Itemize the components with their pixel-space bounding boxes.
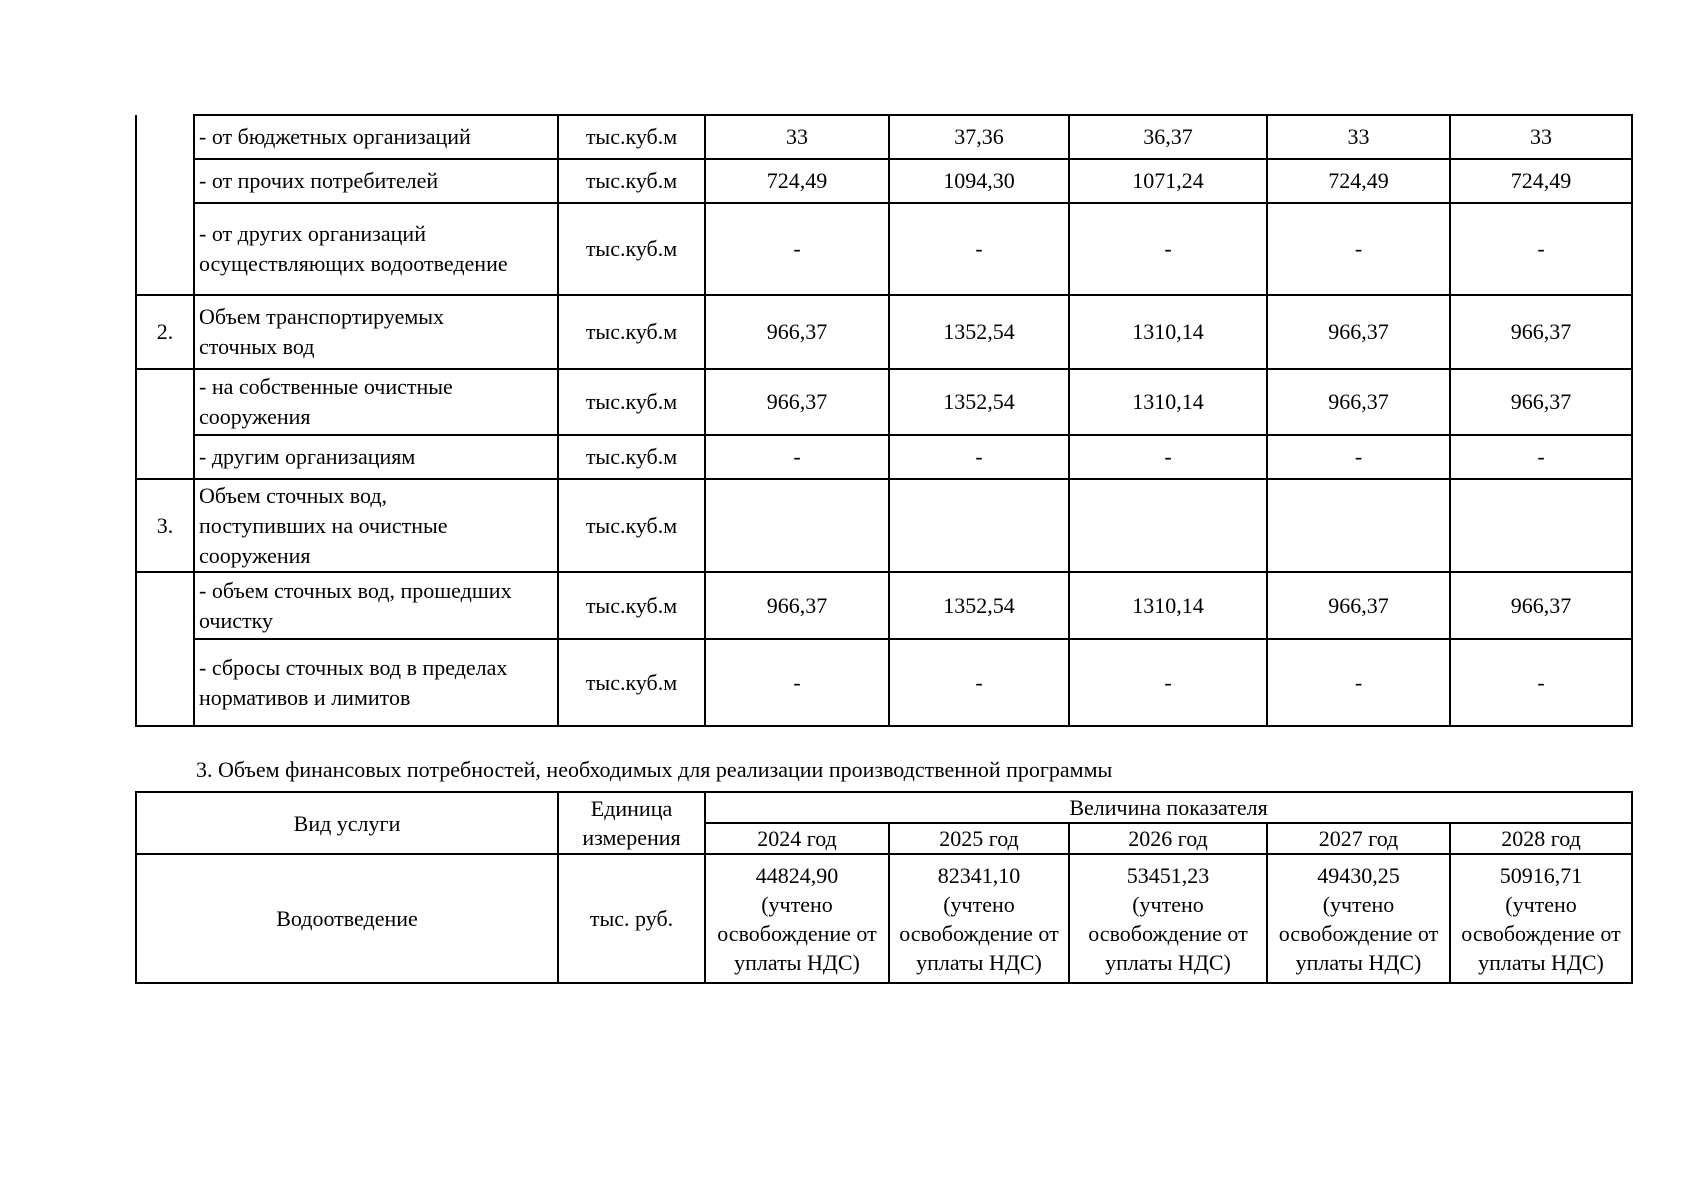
value-2028: 966,37 xyxy=(1450,572,1632,639)
table-row xyxy=(136,479,1632,572)
row-indicator xyxy=(194,572,558,639)
row-number xyxy=(136,369,194,435)
value-2027: 966,37 xyxy=(1267,295,1450,369)
finance-2027 xyxy=(1267,854,1450,983)
value-2024: 724,49 xyxy=(705,159,889,203)
value-2027: 966,37 xyxy=(1267,369,1450,435)
row-indicator xyxy=(194,369,558,435)
header-year-2026: 2026 год xyxy=(1069,823,1267,854)
row-number xyxy=(136,115,194,159)
indicator-line: сточных вод xyxy=(199,334,315,359)
value-2028: 966,37 xyxy=(1450,369,1632,435)
row-unit: тыс. руб. xyxy=(558,854,705,983)
value-2026: 1310,14 xyxy=(1069,295,1267,369)
value-2025: - xyxy=(889,639,1069,726)
row-unit: тыс.куб.м xyxy=(558,295,705,369)
value-2025: 1352,54 xyxy=(889,572,1069,639)
value-2025: 1352,54 xyxy=(889,369,1069,435)
row-service: Водоотведение xyxy=(136,854,558,983)
row-number xyxy=(136,159,194,203)
value-2026: 36,37 xyxy=(1069,115,1267,159)
value-2025 xyxy=(889,479,1069,572)
row-number xyxy=(136,203,194,295)
finance-note-line: (учтено xyxy=(1505,891,1577,917)
finance-note-line: (учтено xyxy=(943,891,1015,917)
row-indicator xyxy=(194,203,558,295)
finance-note-line: уплаты НДС) xyxy=(1105,949,1231,975)
indicator-line: - сбросы сточных вод в пределах xyxy=(199,654,508,680)
row-unit: тыс.куб.м xyxy=(558,369,705,435)
header-year-2024: 2024 год xyxy=(705,823,889,854)
row-indicator xyxy=(194,639,558,726)
value-2028: - xyxy=(1450,203,1632,295)
table-row xyxy=(136,435,1632,479)
finance-2025 xyxy=(889,854,1069,983)
row-unit: тыс.куб.м xyxy=(558,115,705,159)
value-2027: 33 xyxy=(1267,115,1450,159)
row-indicator xyxy=(194,479,558,572)
value-2024: - xyxy=(705,435,889,479)
value-2025: 1352,54 xyxy=(889,295,1069,369)
value-2026: - xyxy=(1069,639,1267,726)
value-2026: 1310,14 xyxy=(1069,369,1267,435)
value-2026: 1310,14 xyxy=(1069,572,1267,639)
indicator-line: очистку xyxy=(199,607,274,633)
finance-2028 xyxy=(1450,854,1632,983)
production-program-table xyxy=(135,114,1633,727)
value-2025: - xyxy=(889,203,1069,295)
finance-note-line: освобождение от xyxy=(899,920,1059,946)
header-service: Вид услуги xyxy=(136,792,558,854)
table-row xyxy=(136,295,1632,369)
table-header-row xyxy=(136,792,1632,823)
table-row xyxy=(136,854,1632,983)
value-2028: 966,37 xyxy=(1450,295,1632,369)
indicator-line: Объем сточных вод, xyxy=(199,482,388,508)
section-title: 3. Объем финансовых потребностей, необходимых для реализации производственной программы xyxy=(196,757,1113,782)
finance-note-line: освобождение от xyxy=(717,920,877,946)
finance-value: 82341,10 xyxy=(937,862,1021,888)
finance-note-line: (учтено xyxy=(1132,891,1204,917)
header-year-2027: 2027 год xyxy=(1267,823,1450,854)
value-2024: 966,37 xyxy=(705,572,889,639)
table-row xyxy=(136,369,1632,435)
header-value-group: Величина показателя xyxy=(705,792,1632,823)
finance-value: 50916,71 xyxy=(1499,862,1583,888)
row-indicator: - от бюджетных организаций xyxy=(194,115,558,159)
header-unit xyxy=(558,792,705,854)
value-2028: 33 xyxy=(1450,115,1632,159)
value-2025: 1094,30 xyxy=(889,159,1069,203)
row-number xyxy=(136,572,194,639)
table-row xyxy=(136,115,1632,159)
row-unit: тыс.куб.м xyxy=(558,159,705,203)
indicator-line: - на собственные очистные xyxy=(199,374,453,399)
finance-note-line: освобождение от xyxy=(1461,920,1621,946)
value-2024: 966,37 xyxy=(705,369,889,435)
row-indicator xyxy=(194,295,558,369)
table-row xyxy=(136,159,1632,203)
value-2028: - xyxy=(1450,435,1632,479)
value-2026: - xyxy=(1069,435,1267,479)
finance-note-line: (учтено xyxy=(761,891,833,917)
indicator-line: сооружения xyxy=(199,542,311,568)
finance-note-line: уплаты НДС) xyxy=(916,949,1042,975)
value-2027: 966,37 xyxy=(1267,572,1450,639)
row-unit: тыс.куб.м xyxy=(558,572,705,639)
value-2024: 966,37 xyxy=(705,295,889,369)
row-unit: тыс.куб.м xyxy=(558,435,705,479)
indicator-line: нормативов и лимитов xyxy=(199,684,411,710)
value-2028: - xyxy=(1450,639,1632,726)
finance-value: 44824,90 xyxy=(755,862,839,888)
row-indicator: - от прочих потребителей xyxy=(194,159,558,203)
value-2027: - xyxy=(1267,435,1450,479)
value-2028 xyxy=(1450,479,1632,572)
indicator-line: поступивших на очистные xyxy=(199,512,448,538)
value-2028: 724,49 xyxy=(1450,159,1632,203)
finance-2026 xyxy=(1069,854,1267,983)
value-2024 xyxy=(705,479,889,572)
value-2026: - xyxy=(1069,203,1267,295)
row-number xyxy=(136,639,194,726)
finance-note-line: уплаты НДС) xyxy=(1295,949,1422,975)
header-year-2025: 2025 год xyxy=(889,823,1069,854)
indicator-line: осуществляющих водоотведение xyxy=(199,251,508,276)
row-unit: тыс.куб.м xyxy=(558,203,705,295)
row-number: 2. xyxy=(136,295,194,369)
header-year-2028: 2028 год xyxy=(1450,823,1632,854)
value-2027: - xyxy=(1267,639,1450,726)
finance-value: 49430,25 xyxy=(1317,862,1400,888)
header-unit-line: Единица xyxy=(590,796,673,821)
value-2024: - xyxy=(705,639,889,726)
indicator-line: сооружения xyxy=(199,404,311,429)
table-row xyxy=(136,572,1632,639)
value-2024: - xyxy=(705,203,889,295)
finance-note-line: освобождение от xyxy=(1278,920,1439,946)
value-2025: - xyxy=(889,435,1069,479)
finance-note-line: освобождение от xyxy=(1088,920,1248,946)
row-unit: тыс.куб.м xyxy=(558,639,705,726)
value-2026 xyxy=(1069,479,1267,572)
finance-2024 xyxy=(705,854,889,983)
table-row xyxy=(136,203,1632,295)
value-2025: 37,36 xyxy=(889,115,1069,159)
finance-value: 53451,23 xyxy=(1126,862,1210,888)
value-2024: 33 xyxy=(705,115,889,159)
value-2027: 724,49 xyxy=(1267,159,1450,203)
finance-note-line: уплаты НДС) xyxy=(1478,949,1604,975)
value-2027 xyxy=(1267,479,1450,572)
row-unit: тыс.куб.м xyxy=(558,479,705,572)
indicator-line: - от других организаций xyxy=(199,221,426,246)
value-2027: - xyxy=(1267,203,1450,295)
row-number: 3. xyxy=(136,479,194,572)
row-indicator: - другим организациям xyxy=(194,435,558,479)
row-number xyxy=(136,435,194,479)
header-unit-line: измерения xyxy=(582,825,681,850)
indicator-line: Объем транспортируемых xyxy=(199,304,445,329)
value-2026: 1071,24 xyxy=(1069,159,1267,203)
indicator-line: - объем сточных вод, прошедших xyxy=(199,577,512,603)
finance-note-line: уплаты НДС) xyxy=(734,949,860,975)
finance-note-line: (учтено xyxy=(1322,891,1395,917)
financial-needs-table xyxy=(135,791,1633,984)
table-row xyxy=(136,639,1632,726)
